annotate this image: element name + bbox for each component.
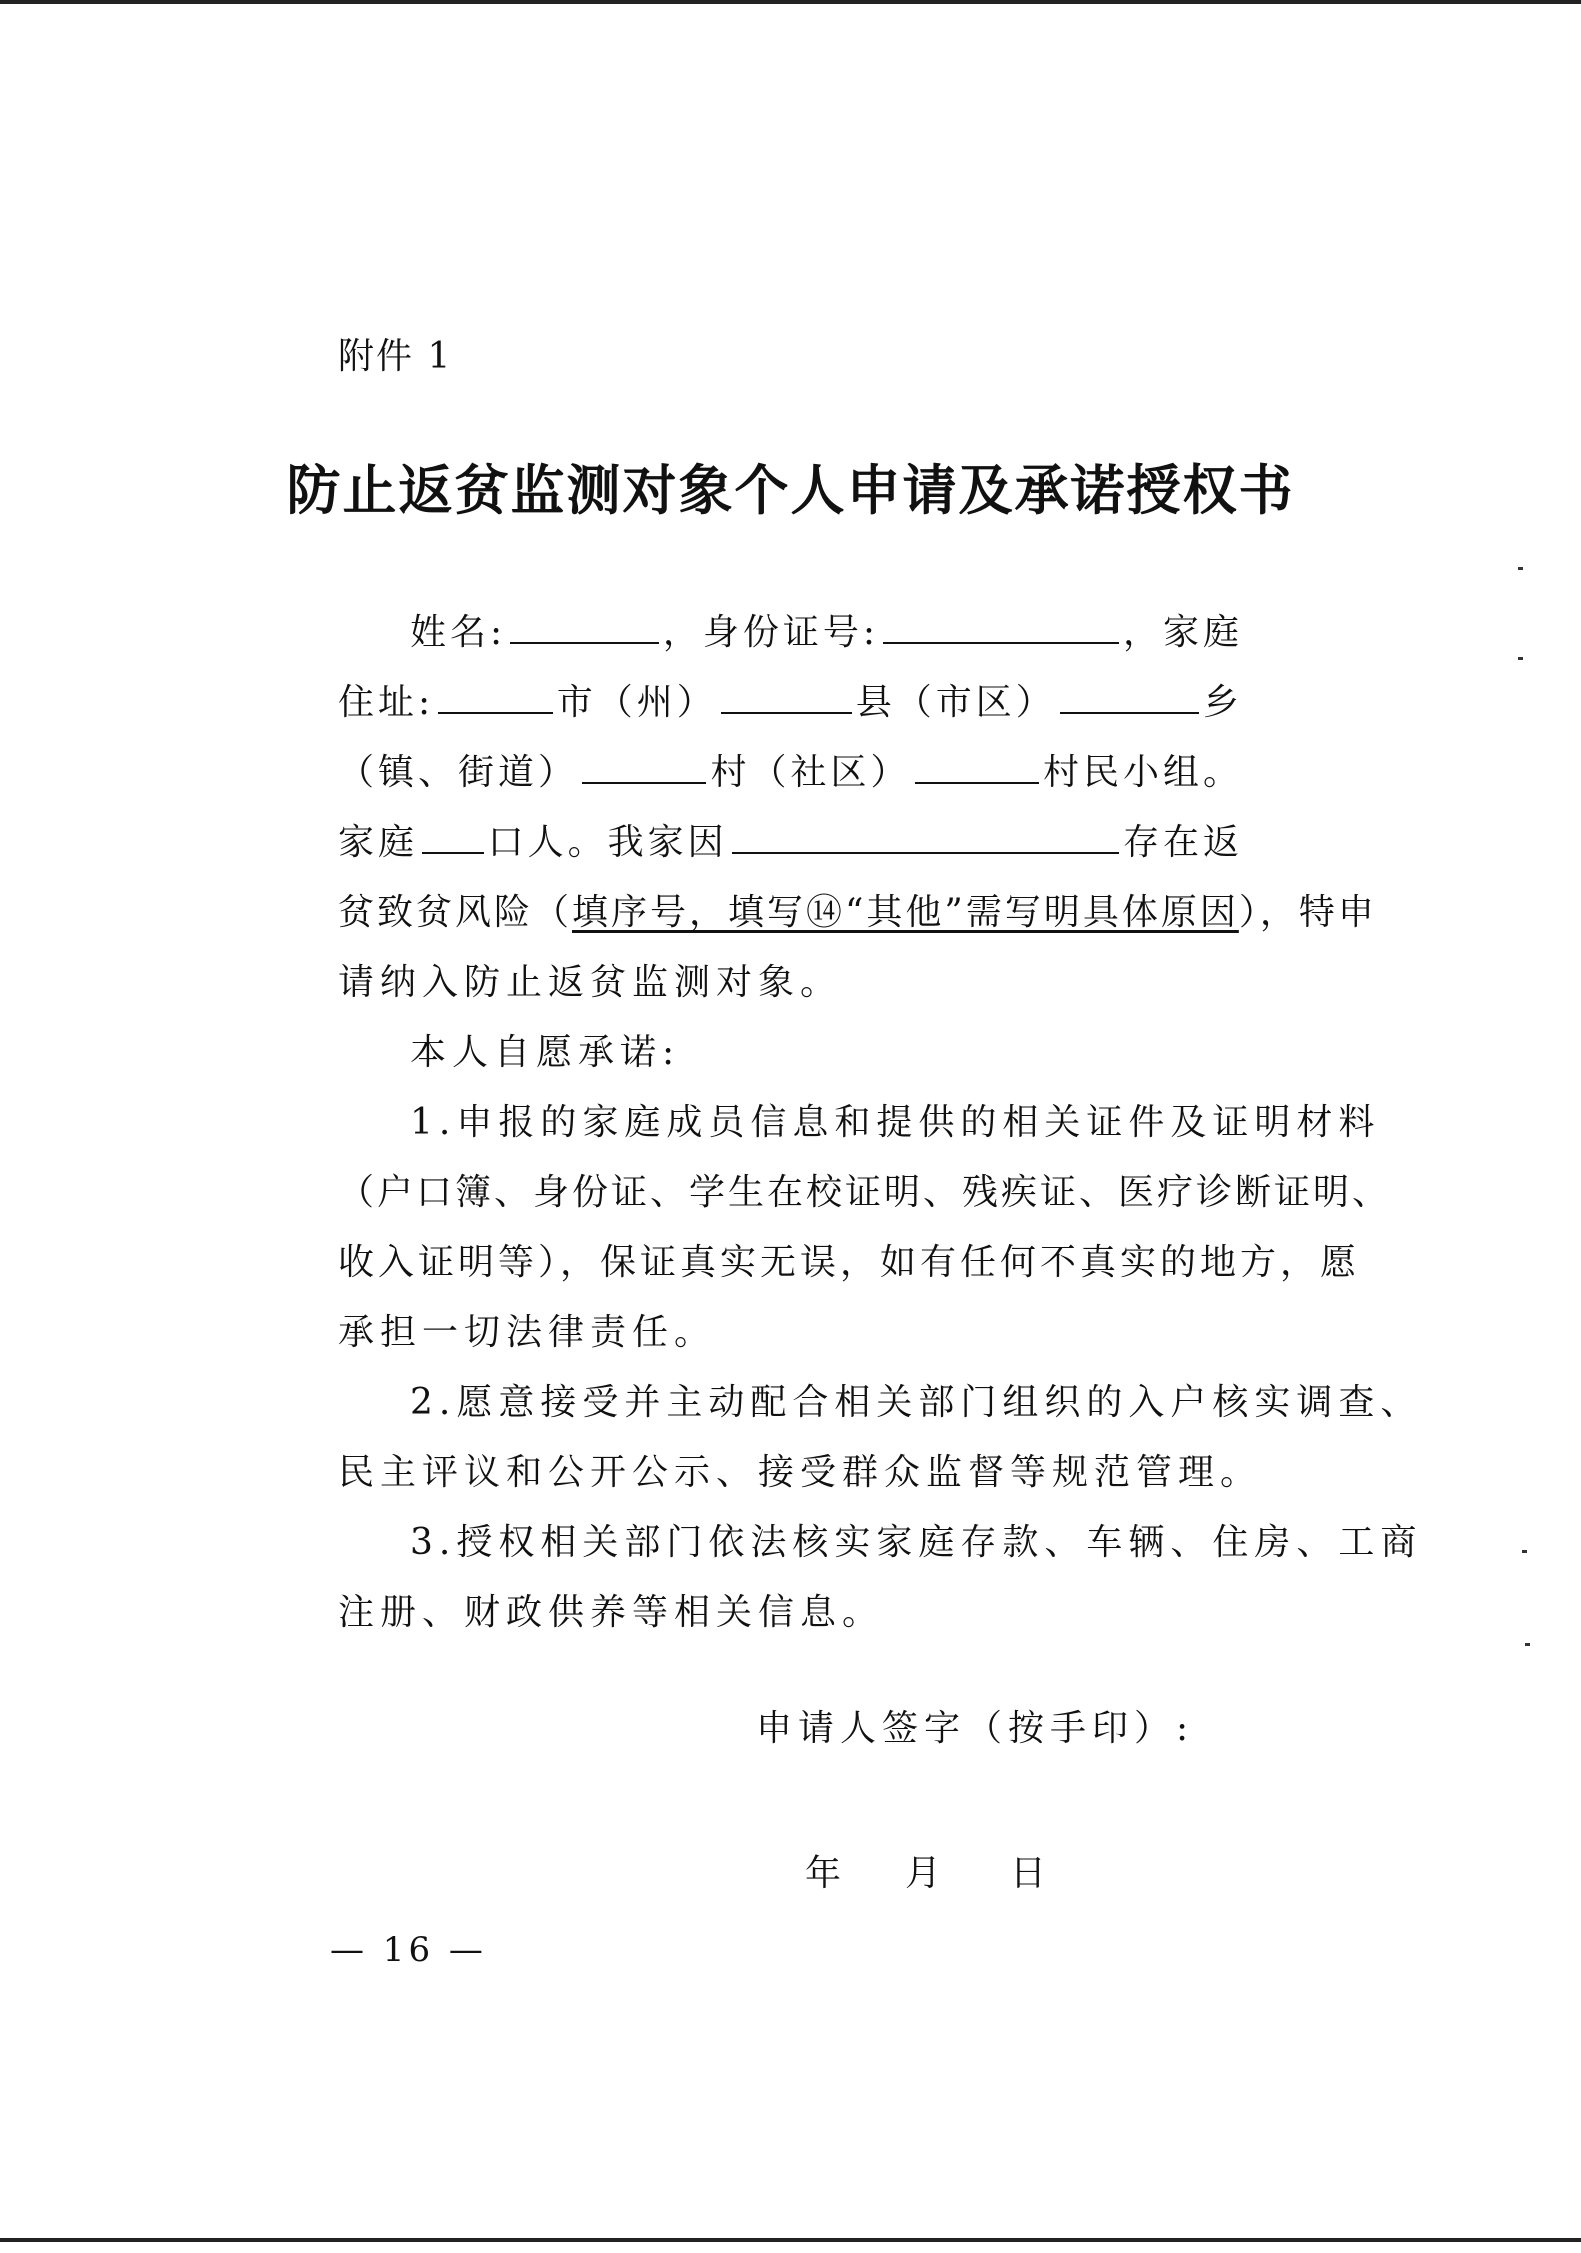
pledge-item2-line1: 2.愿意接受并主动配合相关部门组织的入户核实调查、 — [410, 1382, 1423, 1423]
page-top-edge — [0, 0, 1581, 4]
signature-label: 申请人签字（按手印）: — [756, 1708, 1195, 1749]
request-line: 请纳入防止返贫监测对象。 — [338, 962, 843, 1003]
date-day-label: 日 — [1010, 1853, 1047, 1894]
form-line-address — [338, 668, 1243, 738]
village-field[interactable] — [915, 738, 1039, 784]
risk-line-prefix: 贫致贫风险（ — [338, 892, 573, 933]
risk-reason-field[interactable] — [732, 808, 1119, 854]
village-label: 村（社区） — [710, 752, 911, 793]
pledge-item3-line1: 3.授权相关部门依法核实家庭存款、车辆、住房、工商 — [410, 1522, 1423, 1563]
risk-note: 填序号，填写⑭“其他”需写明具体原因 — [572, 892, 1239, 933]
pledge-item1-line1: 1.申报的家庭成员信息和提供的相关证件及证明材料 — [410, 1102, 1381, 1143]
form-line-village — [338, 738, 1243, 808]
persons-label: 口人。我家因 — [487, 822, 728, 863]
county-label: 县（市区） — [855, 682, 1056, 723]
township-field[interactable] — [1060, 668, 1199, 714]
pledge-item1-line2: （户口簿、身份证、学生在校证明、残疾证、医疗诊断证明、 — [338, 1172, 1392, 1213]
name-field[interactable] — [510, 598, 659, 644]
pledge-item3-line2: 注册、财政供养等相关信息。 — [338, 1592, 885, 1633]
name-label: 姓名: — [410, 612, 507, 653]
scan-speck — [1522, 1550, 1527, 1553]
form-line-risk — [338, 878, 1377, 948]
county-field[interactable] — [721, 668, 852, 714]
pledge-heading: 本人自愿承诺: — [410, 1032, 681, 1073]
family-label: ，家庭 — [1122, 612, 1243, 653]
date-year-label: 年 — [805, 1853, 842, 1894]
form-body — [338, 598, 1423, 1648]
pledge-item1-line4: 承担一切法律责任。 — [338, 1312, 717, 1353]
pledge-item1-line3: 收入证明等），保证真实无误，如有任何不真实的地方，愿 — [338, 1242, 1361, 1283]
date-line — [805, 1845, 1046, 1896]
household-size-field[interactable] — [422, 808, 484, 854]
risk-label: 存在返 — [1122, 822, 1243, 863]
street-label: （镇、街道） — [338, 752, 579, 793]
document-title: 防止返贫监测对象个人申请及承诺授权书 — [286, 459, 1295, 522]
pledge-item2-line2: 民主评议和公开公示、接受群众监督等规范管理。 — [338, 1452, 1263, 1493]
household-label: 家庭 — [338, 822, 419, 863]
date-month-label: 月 — [905, 1853, 942, 1894]
city-label: 市（州） — [556, 682, 717, 723]
group-label: 村民小组。 — [1042, 752, 1243, 793]
city-field[interactable] — [438, 668, 553, 714]
form-line-household — [338, 808, 1243, 878]
id-number-field[interactable] — [883, 598, 1119, 644]
form-line-name — [338, 598, 1243, 668]
street-field[interactable] — [582, 738, 706, 784]
scan-speck — [1518, 567, 1523, 570]
attachment-label: 附件 1 — [338, 336, 453, 377]
scan-speck — [1525, 1643, 1530, 1646]
page-number: — 16 — — [330, 1930, 487, 1970]
township-label: 乡 — [1202, 682, 1243, 723]
id-label: ，身份证号: — [662, 612, 879, 653]
page-bottom-edge — [0, 2238, 1581, 2242]
scan-speck — [1518, 657, 1523, 660]
risk-line-suffix: ），特申 — [1238, 892, 1377, 933]
address-label: 住址: — [338, 682, 435, 723]
